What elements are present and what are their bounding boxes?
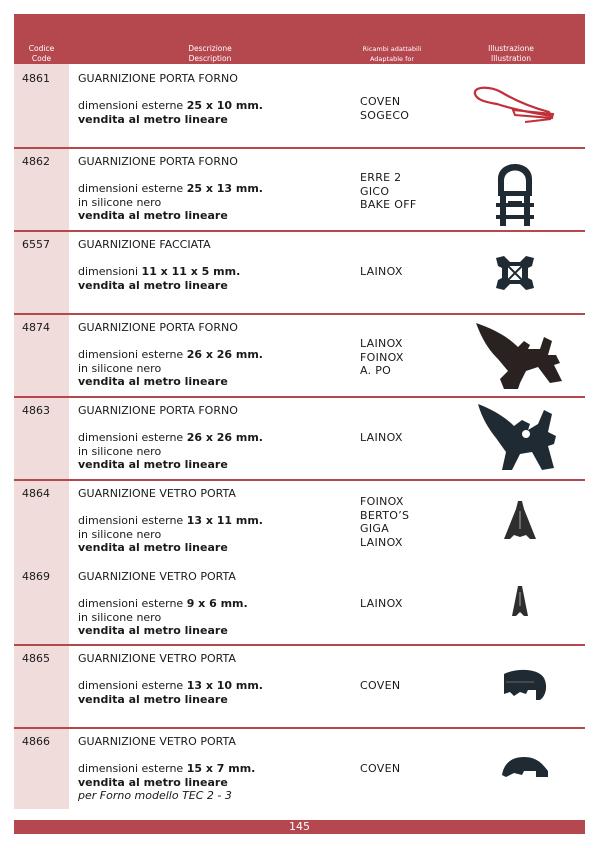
product-title: GUARNIZIONE VETRO PORTA [78, 570, 236, 583]
adaptable-list: LAINOX FOINOX A. PO [360, 337, 404, 377]
adaptable-list: COVEN [360, 679, 401, 692]
page-number: 145 [289, 820, 310, 833]
product-code: 6557 [22, 238, 50, 251]
adaptable-list: COVEN SOGECO [360, 95, 410, 122]
header-description: Descrizione Description [188, 44, 232, 63]
product-code: 4864 [22, 487, 50, 500]
product-code: 4866 [22, 735, 50, 748]
product-code: 4863 [22, 404, 50, 417]
product-title: GUARNIZIONE PORTA FORNO [78, 321, 238, 334]
product-title: GUARNIZIONE PORTA FORNO [78, 155, 238, 168]
product-details: dimensioni esterne 26 x 26 mm. in silicone nero vendita al metro lineare [78, 348, 263, 388]
adaptable-list: LAINOX [360, 265, 403, 278]
header-illustration: Illustrazione Illustration [488, 44, 534, 63]
product-title: GUARNIZIONE VETRO PORTA [78, 487, 236, 500]
wing-profile-gasket-illustration [474, 319, 569, 395]
product-details: dimensioni esterne 25 x 13 mm. in silicone nero vendita al metro lineare [78, 182, 263, 222]
row-separator [14, 396, 585, 398]
product-details: dimensioni esterne 15 x 7 mm. vendita al metro lineare per Forno modello TEC 2 - 3 [78, 762, 256, 802]
header-adaptable: Ricambi adattabili Adaptable for [362, 45, 422, 63]
triangle-profile-gasket-illustration [500, 499, 540, 545]
row-separator [14, 644, 585, 646]
header-code: Codice Code [28, 44, 55, 63]
footer-bar [14, 820, 585, 834]
adaptable-list: FOINOX BERTO’S GIGA LAINOX [360, 495, 410, 549]
product-details: dimensioni esterne 25 x 10 mm. vendita al metro lineare [78, 99, 263, 126]
product-details: dimensioni esterne 9 x 6 mm. in silicone nero vendita al metro lineare [78, 597, 248, 637]
flat-profile-gasket-illustration [500, 753, 552, 781]
adaptable-list: LAINOX [360, 431, 403, 444]
product-details: dimensioni 11 x 11 x 5 mm. vendita al metro lineare [78, 265, 241, 292]
dark-profile-gasket-illustration [490, 153, 540, 233]
row-separator [14, 727, 585, 729]
product-details: dimensioni esterne 13 x 10 mm. vendita al metro lineare [78, 679, 263, 706]
product-details: dimensioni esterne 26 x 26 mm. in silicone nero vendita al metro lineare [78, 431, 263, 471]
small-wedge-gasket-illustration [508, 584, 532, 620]
product-code: 4869 [22, 570, 50, 583]
row-separator [14, 313, 585, 315]
product-title: GUARNIZIONE VETRO PORTA [78, 652, 236, 665]
row-separator [14, 479, 585, 481]
adaptable-list: ERRE 2 GICO BAKE OFF [360, 171, 417, 211]
adaptable-list: COVEN [360, 762, 401, 775]
code-column-background [14, 64, 69, 809]
x-profile-gasket-illustration [476, 402, 566, 478]
product-title: GUARNIZIONE PORTA FORNO [78, 72, 238, 85]
red-loop-gasket-illustration [469, 84, 559, 126]
product-title: GUARNIZIONE PORTA FORNO [78, 404, 238, 417]
product-code: 4865 [22, 652, 50, 665]
square-profile-gasket-illustration [490, 252, 540, 296]
row-separator [14, 147, 585, 149]
product-title: GUARNIZIONE FACCIATA [78, 238, 211, 251]
product-code: 4861 [22, 72, 50, 85]
product-title: GUARNIZIONE VETRO PORTA [78, 735, 236, 748]
adaptable-list: LAINOX [360, 597, 403, 610]
product-code: 4874 [22, 321, 50, 334]
product-details: dimensioni esterne 13 x 11 mm. in silicone nero vendita al metro lineare [78, 514, 263, 554]
product-code: 4862 [22, 155, 50, 168]
hook-profile-gasket-illustration [500, 668, 550, 706]
